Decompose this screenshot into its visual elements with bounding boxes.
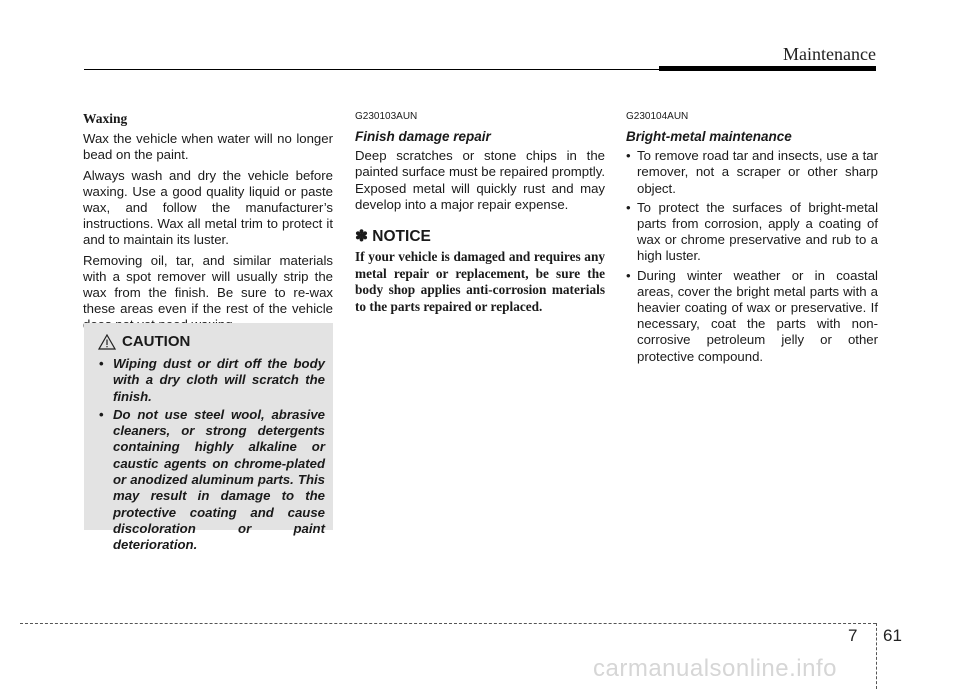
- waxing-heading: Waxing: [83, 111, 128, 126]
- section-code: G230103AUN: [355, 111, 418, 122]
- header-rule-thin: [84, 69, 659, 70]
- bright-metal-item: • To protect the surfaces of bright-metal parts from corrosion, apply a coating of wax or chrome preservative and rub to a high luster.: [626, 200, 878, 265]
- waxing-paragraph-1: Wax the vehicle when water will no longer bead on the paint.: [83, 131, 333, 163]
- header-rule-thick: [659, 66, 876, 71]
- chapter-number: 7: [848, 626, 858, 645]
- notice-body: If your vehicle is damaged and requires any metal repair or replacement, be sure the body shop applies anti-corrosion materials to the parts repaired or replaced.: [355, 249, 605, 314]
- bright-metal-item: • To remove road tar and insects, use a tar remover, not a scraper or other sharp object.: [626, 148, 878, 197]
- column-bright-metal: [626, 111, 878, 368]
- bright-metal-heading: Bright-metal maintenance: [626, 129, 792, 144]
- caution-item: • Wiping dust or dirt off the body with a dry cloth will scratch the finish.: [98, 356, 325, 405]
- column-waxing: [83, 111, 333, 338]
- column-finish-damage: [355, 111, 605, 316]
- finish-damage-heading: Finish damage repair: [355, 129, 491, 144]
- waxing-paragraph-2: Always wash and dry the vehicle before waxing. Use a good quality liquid or paste wax, and follow the manufacturer’s instructions. Wax all metal trim to protect it and to maintain its luster.: [83, 167, 333, 248]
- warning-triangle-icon: [98, 334, 116, 350]
- page-number: 61: [883, 626, 902, 645]
- bright-metal-item: • During winter weather or in coastal areas, cover the bright metal parts with a heavier coating of wax or preservative. If necessary, coat the parts with non-corrosive petroleum jelly or other protective compound.: [626, 268, 878, 365]
- section-code: G230104AUN: [626, 111, 689, 122]
- caution-title: CAUTION: [122, 333, 191, 350]
- watermark: carmanualsonline.info: [593, 655, 837, 682]
- caution-header: [98, 333, 325, 350]
- finish-damage-paragraph: Deep scratches or stone chips in the painted surface must be repaired promptly. Exposed metal will quickly rust and may develop into a major repair expense.: [355, 148, 605, 212]
- waxing-paragraph-3: Removing oil, tar, and similar materials with a spot remover will usually strip the wax from the finish. Be sure to re-wax these areas even if the rest of the vehicle: [83, 252, 333, 317]
- caution-list: [98, 356, 325, 554]
- bright-metal-list: [626, 148, 878, 365]
- caution-box: [84, 323, 333, 553]
- caution-item: • Do not use steel wool, abrasive cleaners, or strong detergents containing highly alkaline or caustic agents on chrome-plated or anodized aluminum parts. This may result in damage to the protective coating and cause discoloration or paint deterioration.: [98, 407, 325, 554]
- footer-dashed-rule: [20, 623, 876, 624]
- notice-title: ✽ NOTICE: [355, 228, 431, 246]
- footer-page-divider: [876, 623, 877, 689]
- section-title: Maintenance: [783, 44, 876, 64]
